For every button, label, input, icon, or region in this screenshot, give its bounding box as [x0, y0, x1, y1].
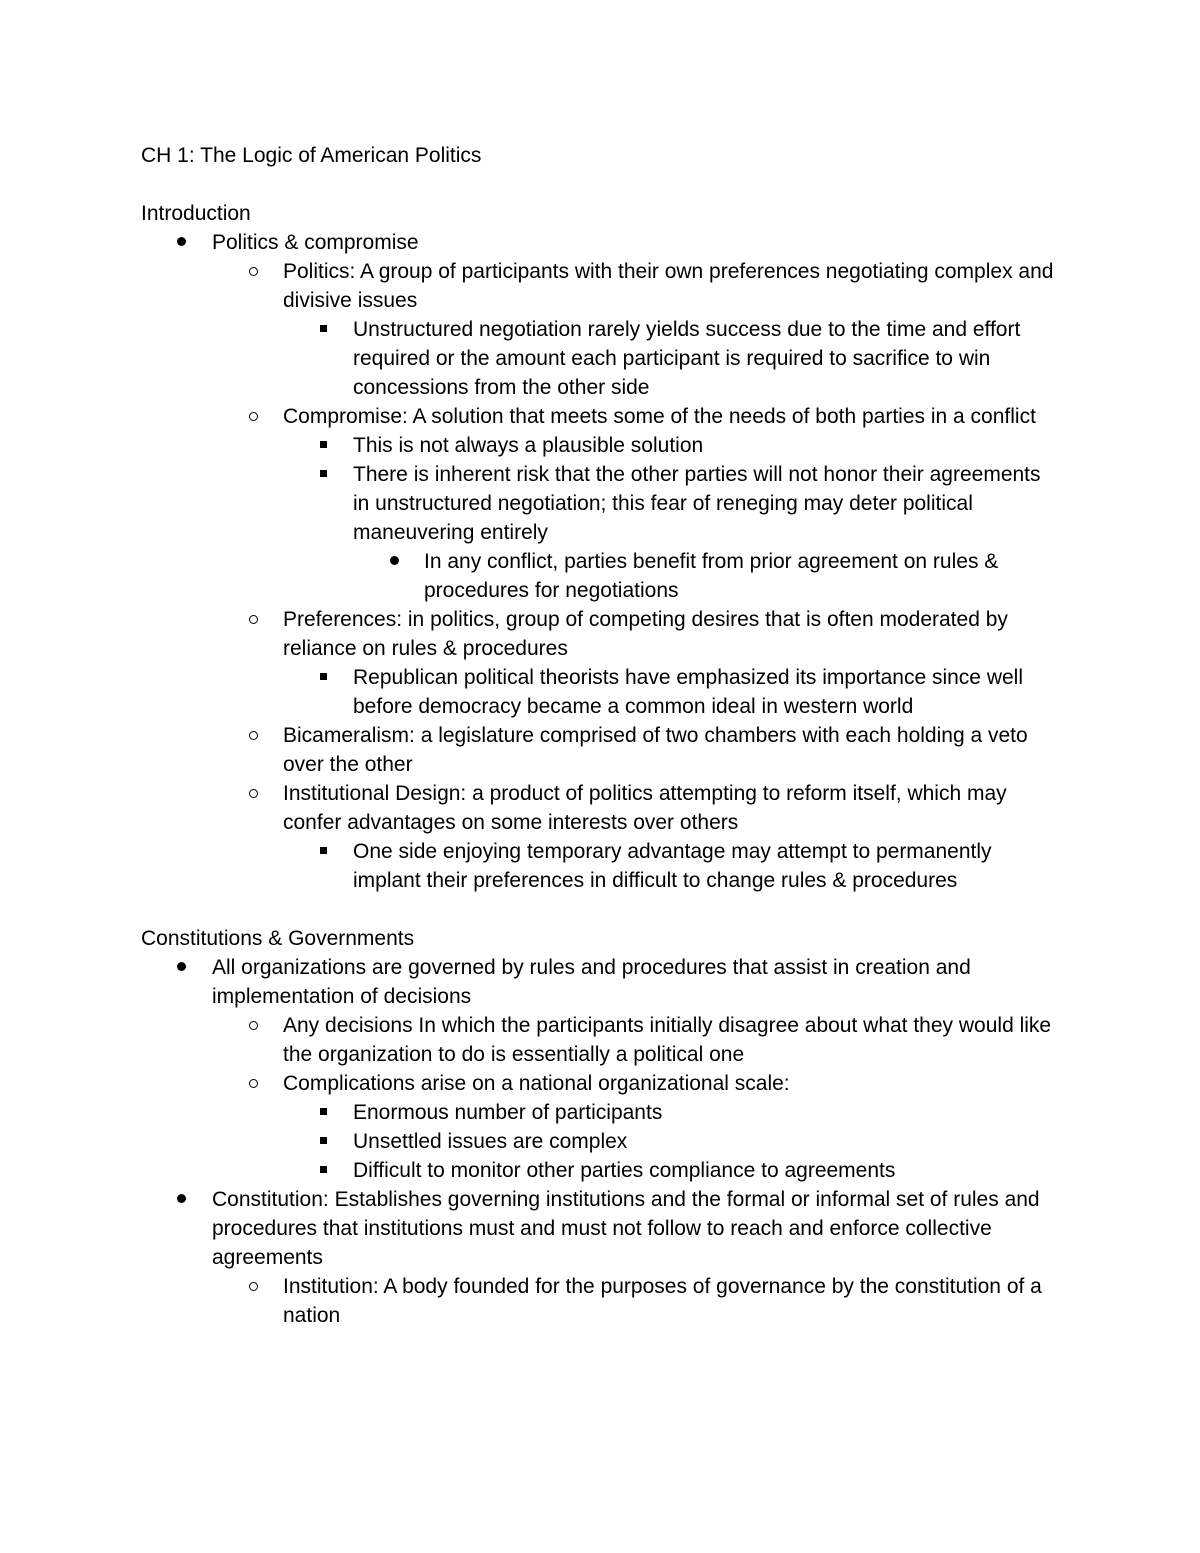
- spacer: [141, 170, 1061, 199]
- list-item-text: Politics: A group of participants with their own preferences negotiating complex and divisive issues: [283, 260, 1054, 312]
- list-item: [141, 779, 1061, 837]
- bullet-dot-icon: [171, 1185, 191, 1214]
- list-item-text: Any decisions In which the participants initially disagree about what they would like the organization to do is essentially a political one: [283, 1014, 1052, 1066]
- list-item: [141, 547, 1061, 605]
- bullet-square-icon: [313, 1156, 333, 1185]
- list-item: [141, 431, 1061, 460]
- bullet-dot-icon: [171, 228, 191, 257]
- bullet-square-icon: [313, 837, 333, 866]
- list-item-text: Unsettled issues are complex: [353, 1130, 628, 1153]
- section-heading-introduction: Introduction: [141, 202, 251, 225]
- list-item-text: Compromise: A solution that meets some of the needs of both parties in a conflict: [283, 405, 1036, 428]
- bullet-dot-icon: [171, 953, 191, 982]
- bullet-square-icon: [313, 460, 333, 489]
- list-item-text: Bicameralism: a legislature comprised of two chambers with each holding a veto over the other: [283, 724, 1028, 776]
- list-item-text: There is inherent risk that the other parties will not honor their agreements in unstructured negotiation; this fear of reneging may deter political maneuvering entirely: [353, 463, 1041, 544]
- bullet-circle-icon: [243, 257, 263, 286]
- list-item-text: Preferences: in politics, group of competing desires that is often moderated by reliance on rules & procedures: [283, 608, 1008, 660]
- list-item: [141, 1127, 1061, 1156]
- bullet-circle-icon: [243, 1272, 263, 1301]
- bullet-square-icon: [313, 315, 333, 344]
- bullet-circle-icon: [243, 779, 263, 808]
- list-item-text: Difficult to monitor other parties compliance to agreements: [353, 1159, 896, 1182]
- bullet-square-icon: [313, 663, 333, 692]
- bullet-square-icon: [313, 431, 333, 460]
- bullet-circle-icon: [243, 402, 263, 431]
- list-item-text: Republican political theorists have emphasized its importance since well before democracy became a common ideal in western world: [353, 666, 1024, 718]
- list-item: [141, 953, 1061, 1011]
- list-item-text: Constitution: Establishes governing institutions and the formal or informal set of rules and procedures that institutions must and must not follow to reach and enforce collective agreements: [212, 1188, 1040, 1269]
- bullet-circle-icon: [243, 721, 263, 750]
- list-item-text: Complications arise on a national organizational scale:: [283, 1072, 790, 1095]
- bullet-circle-icon: [243, 1011, 263, 1040]
- list-item: [141, 228, 1061, 257]
- list-item: [141, 721, 1061, 779]
- list-item-text: Institutional Design: a product of politics attempting to reform itself, which may confer advantages on some interests over others: [283, 782, 1007, 834]
- list-item: [141, 663, 1061, 721]
- document-page: [141, 141, 1061, 1330]
- list-item-text: In any conflict, parties benefit from prior agreement on rules & procedures for negotiations: [424, 550, 999, 602]
- list-item-text: This is not always a plausible solution: [353, 434, 704, 457]
- list-item: [141, 402, 1061, 431]
- list-item-text: Institution: A body founded for the purposes of governance by the constitution of a nation: [283, 1275, 1042, 1327]
- list-item: [141, 1069, 1061, 1098]
- list-item: [141, 1272, 1061, 1330]
- list-item-text: All organizations are governed by rules and procedures that assist in creation and implementation of decisions: [212, 956, 971, 1008]
- document-title: CH 1: The Logic of American Politics: [141, 144, 482, 167]
- list-item-text: One side enjoying temporary advantage may attempt to permanently implant their preferences in difficult to change rules & procedures: [353, 840, 992, 892]
- list-item: [141, 460, 1061, 547]
- bullet-dot-icon: [384, 547, 404, 576]
- section-heading-constitutions: Constitutions & Governments: [141, 927, 415, 950]
- list-item: [141, 605, 1061, 663]
- bullet-circle-icon: [243, 605, 263, 634]
- list-item: [141, 1098, 1061, 1127]
- list-item-text: Politics & compromise: [212, 231, 419, 254]
- list-item: [141, 257, 1061, 315]
- list-item: [141, 1185, 1061, 1272]
- list-item: [141, 1011, 1061, 1069]
- bullet-square-icon: [313, 1098, 333, 1127]
- bullet-circle-icon: [243, 1069, 263, 1098]
- list-item-text: Unstructured negotiation rarely yields success due to the time and effort required or the amount each participant is required to sacrifice to win concessions from the other side: [353, 318, 1021, 399]
- list-item-text: Enormous number of participants: [353, 1101, 663, 1124]
- spacer: [141, 895, 1061, 924]
- bullet-square-icon: [313, 1127, 333, 1156]
- list-item: [141, 315, 1061, 402]
- list-item: [141, 837, 1061, 895]
- list-item: [141, 1156, 1061, 1185]
